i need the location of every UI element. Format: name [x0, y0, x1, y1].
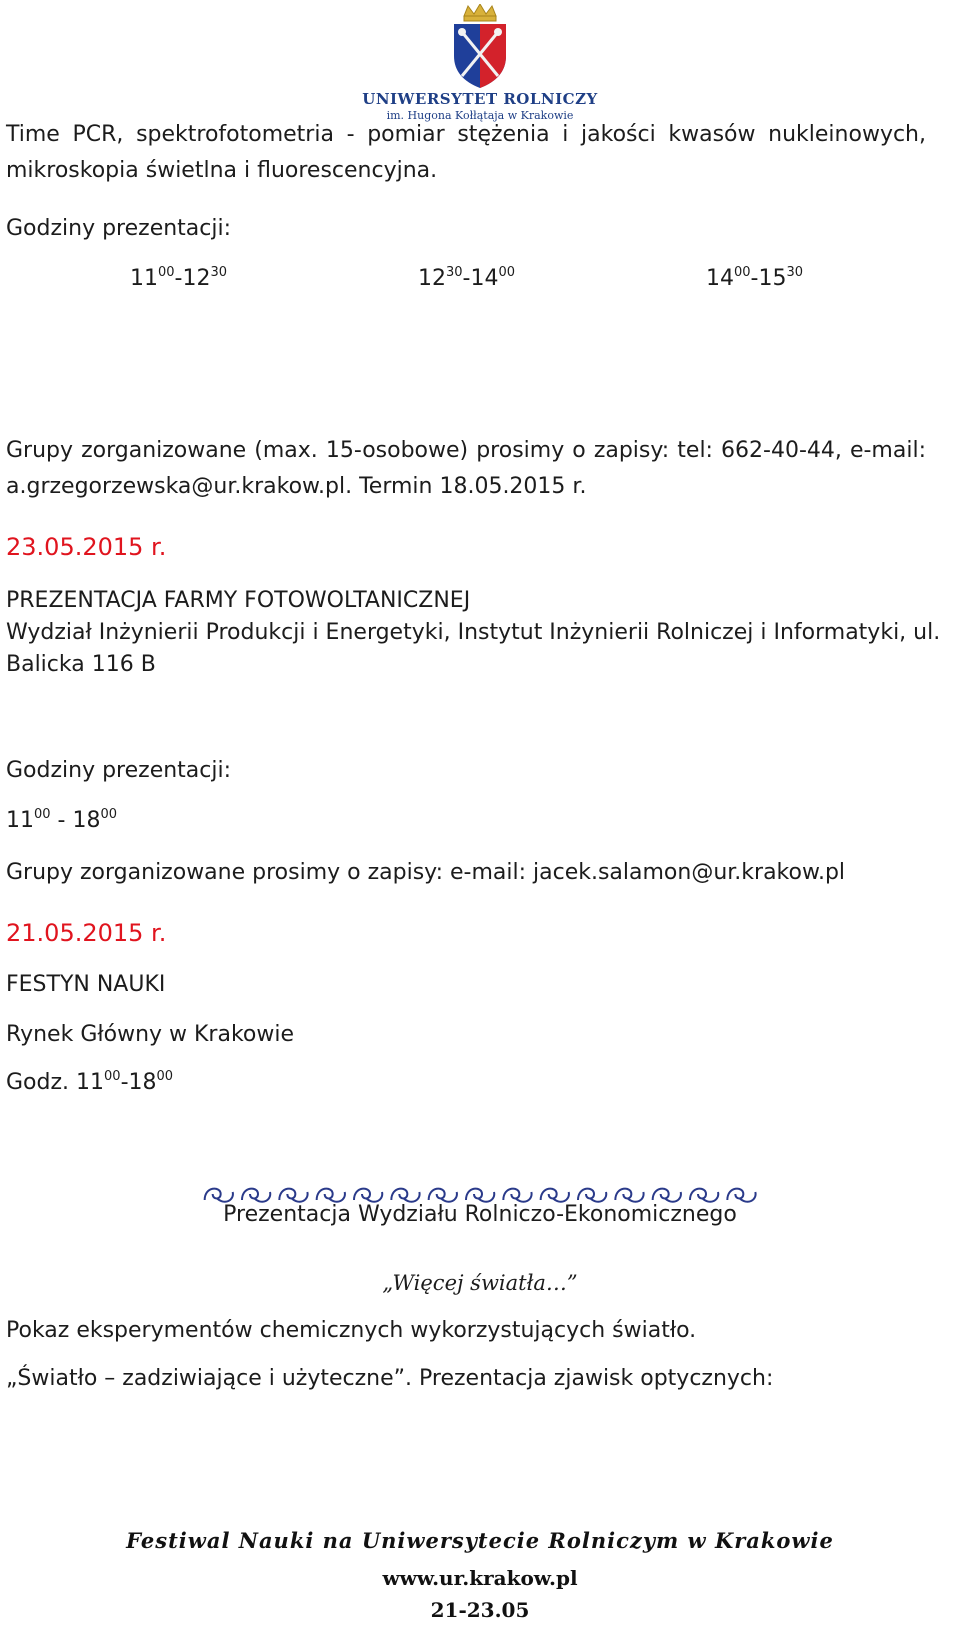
groups-signup-2: Grupy zorganizowane prosimy o zapisy: e-mail: jacek.salamon@ur.krakow.pl: [6, 860, 846, 885]
event-date-23: 23.05.2015 r.: [6, 533, 167, 561]
footer-url: www.ur.krakow.pl: [382, 1566, 578, 1590]
time-slot-1: $11^{00}-12^{30}$: [130, 265, 228, 291]
university-subtitle: im. Hugona Kołłątaja w Krakowie: [386, 109, 574, 122]
event-title-pv-farm: PREZENTACJA FARMY FOTOWOLTANICZNEJ: [6, 588, 471, 613]
quote-more-light: „Więcej światła…”: [382, 1271, 578, 1295]
event-place-rynek: Rynek Główny w Krakowie: [6, 1022, 295, 1047]
footer-festival-title: Festiwal Nauki na Uniwersytecie Rolniczym w Krakowie: [126, 1528, 834, 1553]
place-line-2: Balicka 116 B: [6, 652, 156, 677]
place-line-1: Wydział Inżynierii Produkcji i Energetyki, Instytut Inżynierii Rolniczej i Informatyki, ul.: [6, 620, 941, 645]
optics-line: „Światło – zadziwiające i użyteczne”. Prezentacja zjawisk optycznych:: [6, 1366, 774, 1391]
university-name: UNIWERSYTET ROLNICZY: [362, 90, 598, 108]
hours-range-3: Godz. $11^{00}-18^{00}$: [6, 1069, 174, 1095]
groups-line-1: Grupy zorganizowane (max. 15-osobowe) prosimy o zapisy: tel: 662-40-44, e-mail:: [6, 438, 926, 463]
groups-line-2: a.grzegorzewska@ur.krakow.pl. Termin 18.05.2015 r.: [6, 474, 587, 499]
hours-range-2: $11^{00} - 18^{00}$: [6, 807, 118, 833]
time-slot-2: $12^{30}-14^{00}$: [418, 265, 516, 291]
footer-dates: 21-23.05: [430, 1598, 530, 1622]
time-slot-3: $14^{00}-15^{30}$: [706, 265, 804, 291]
event-date-21: 21.05.2015 r.: [6, 919, 167, 947]
event-title-festyn: FESTYN NAUKI: [6, 972, 166, 997]
intro-line-2: mikroskopia świetlna i fluorescencyjna.: [6, 158, 438, 183]
chemistry-line: Pokaz eksperymentów chemicznych wykorzystujących światło.: [6, 1318, 697, 1343]
hours-label-2: Godziny prezentacji:: [6, 758, 232, 783]
faculty-presentation-title: Prezentacja Wydziału Rolniczo-Ekonomicznego: [223, 1202, 737, 1227]
university-crest-logo: [440, 4, 520, 90]
intro-line-1: Time PCR, spektrofotometria - pomiar stężenia i jakości kwasów nukleinowych,: [6, 122, 926, 147]
hours-label-1: Godziny prezentacji:: [6, 216, 232, 241]
